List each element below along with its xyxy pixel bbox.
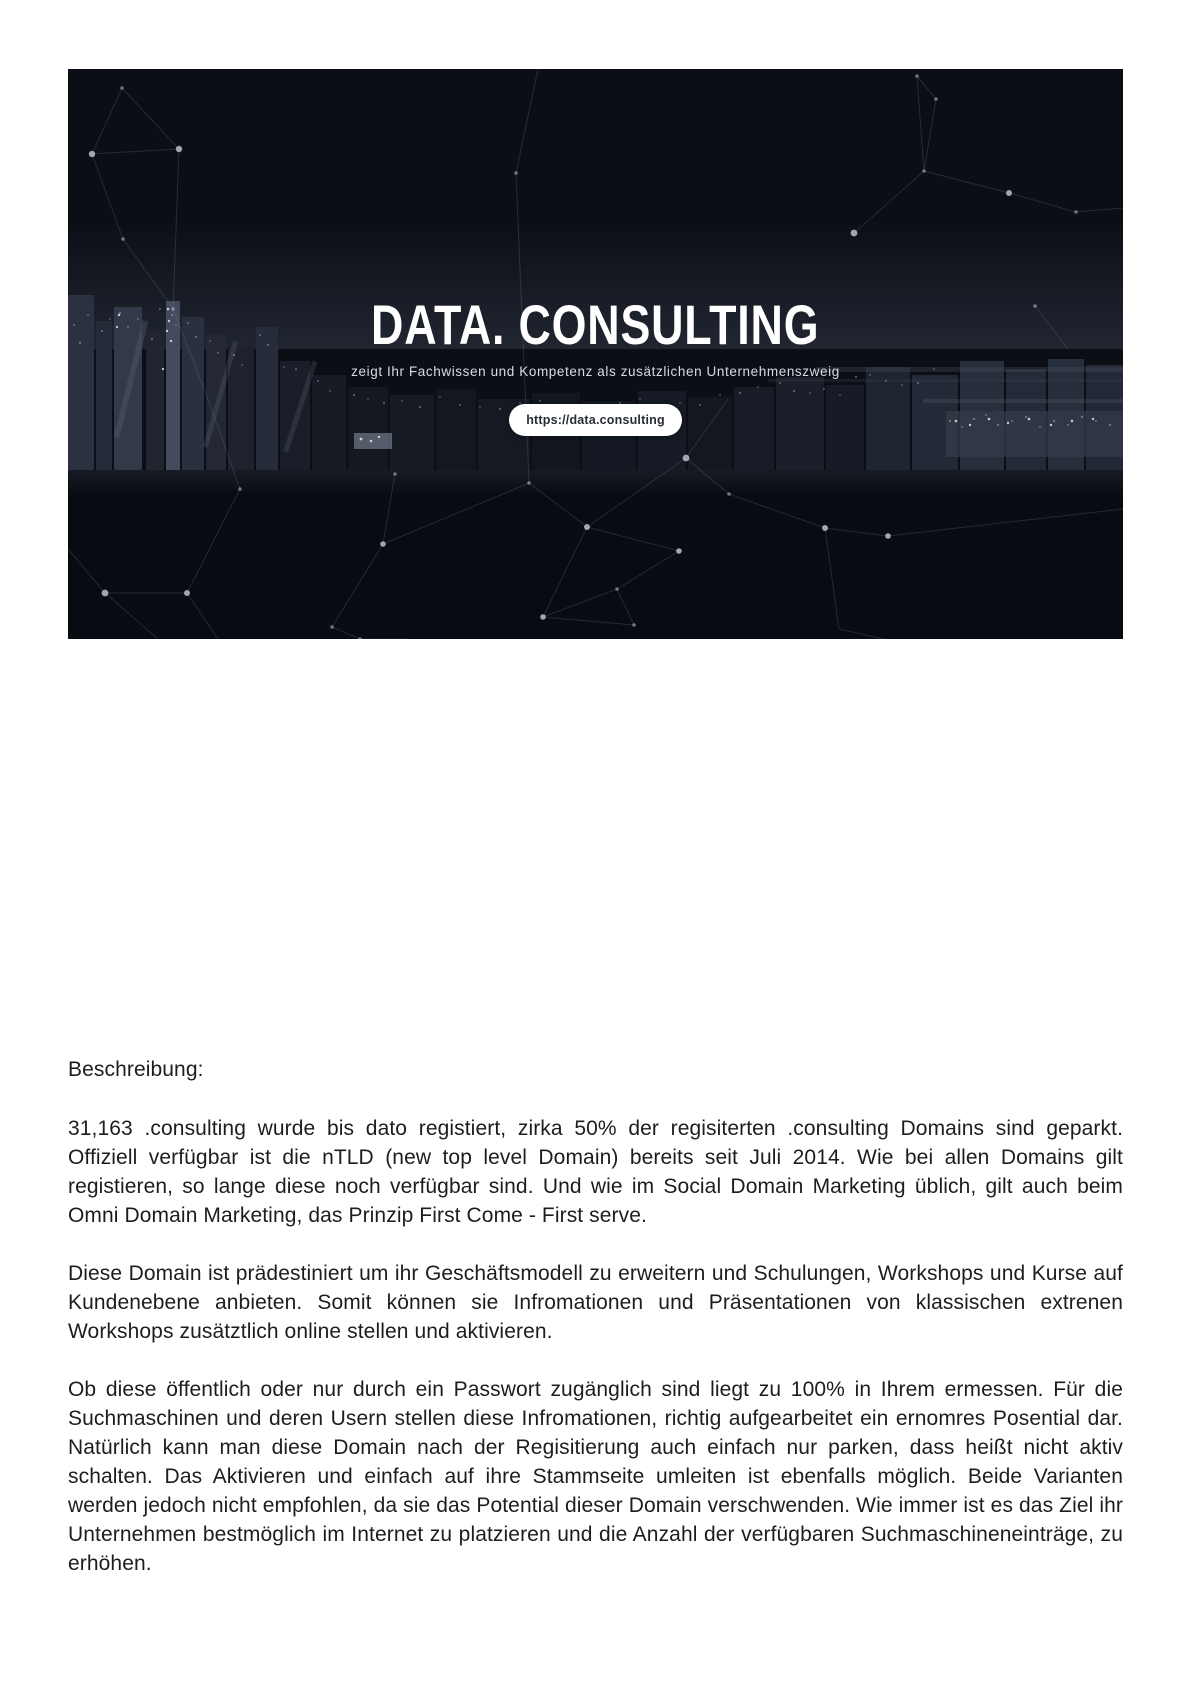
hero-subtitle: zeigt Ihr Fachwissen und Kompetenz als zusätzlichen Unternehmenszweig <box>351 364 840 379</box>
hero-content <box>68 69 1123 639</box>
description-paragraph-1: 31,163 .consulting wurde bis dato registiert, zirka 50% der regisiterten .consulting Domains sind geparkt. Offiziell verfügbar ist die nTLD (new top level Domain) bereits seit Juli 2014. Wie bei allen Domains gilt registieren, so lange diese noch verfügbar sind. Und wie im Social Domain Marketing üblich, gilt auch beim Omni Domain Marketing, das Prinzip First Come - First serve. <box>68 1117 1123 1227</box>
description-heading: Beschreibung: <box>68 1058 204 1081</box>
hero-banner <box>68 69 1123 639</box>
domain-url-text: https://data.consulting <box>526 413 665 427</box>
description-section <box>68 1055 1123 1607</box>
description-paragraph-3: Ob diese öffentlich oder nur durch ein Passwort zugänglich sind liegt zu 100% in Ihrem ermessen. Für die Suchmaschinen und deren Usern stellen diese Infromationen, richtig aufgearbeitet ein ernomres Posential dar. Natürlich kann man diese Domain nach der Regisitierung auch einfach nur parken, dass heißt nicht aktiv schalten. Das Aktivieren und einfach auf ihre Stammseite umleiten ist ebenfalls möglich. Beide Varianten werden jedoch nicht empfohlen, da sie das Potential dieser Domain verschwenden. Wie immer ist es das Ziel ihr Unternehmen bestmöglich im Internet zu platzieren und die Anzahl der verfügbaren Suchmaschineneinträge, zu erhöhen. <box>68 1378 1123 1575</box>
description-paragraph-2: Diese Domain ist prädestiniert um ihr Geschäftsmodell zu erweitern und Schulungen, Workshops und Kurse auf Kundenebene anbieten. Somit können sie Infromationen und Präsentationen von klassischen extrenen Workshops zusätztlich online stellen und aktivieren. <box>68 1262 1123 1343</box>
domain-url-pill[interactable] <box>509 404 682 436</box>
hero-title: DATA. CONSULTING <box>371 293 820 356</box>
